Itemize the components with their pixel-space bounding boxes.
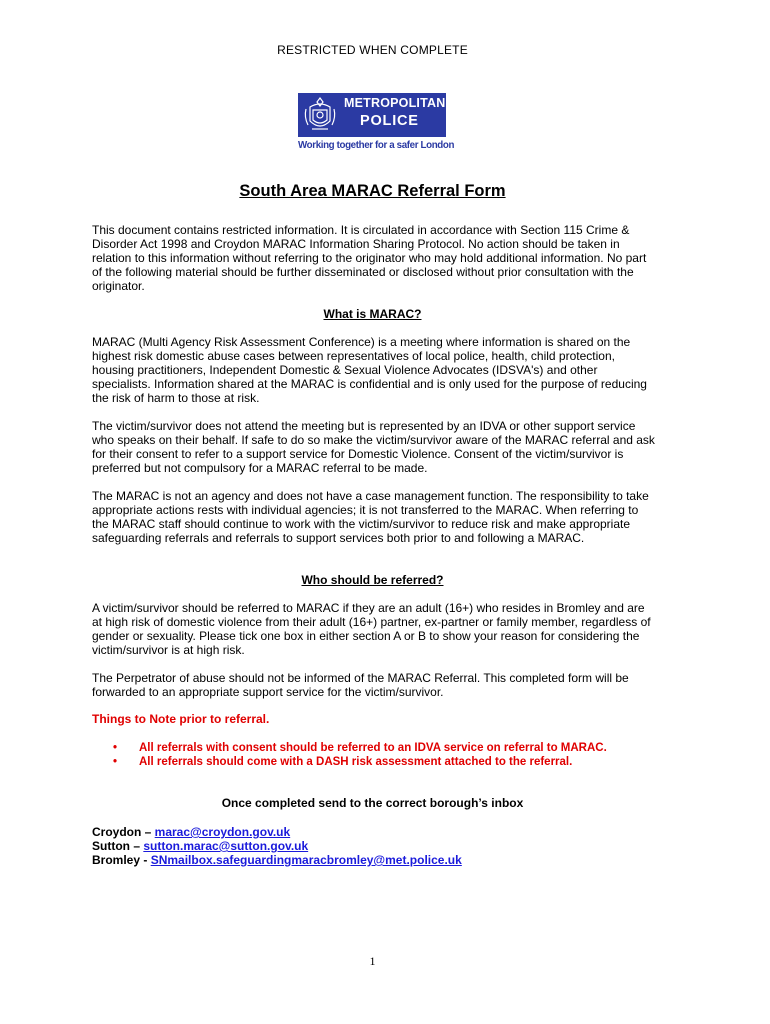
page-title: South Area MARAC Referral Form [239,182,506,200]
note-text: All referrals with consent should be referred to an IDVA service on referral to MARAC. [139,742,607,754]
logo-text-police: POLICE [360,113,419,129]
what-is-paragraph-1: MARAC (Multi Agency Risk Assessment Conference) is a meeting where information is shared on the highest risk domestic abuse cases between representatives of local police, health, child protection, housing practitioners, Independent Domestic & Sexual Violence Advocates (IDSVA's) and other specialists. Information shared at the MARAC is confidential and is only used for the purpose of reducing the risk of harm to those at risk. [92,335,647,405]
list-item [113,755,633,769]
borough-label: Sutton – [92,839,144,853]
what-is-paragraph-2: The victim/survivor does not attend the meeting but is represented by an IDVA or other support service who speaks on their behalf. If safe to do so make the victim/survivor aware of the MARAC referral and ask for their consent to refer to a support service for Domestic Violence. Consent of the victim/survivor is preferred but not compulsory for a MARAC referral to be made. [92,419,655,475]
logo-text-metropolitan: METROPOLITAN [344,96,446,110]
list-item [113,741,633,755]
borough-label: Croydon – [92,825,155,839]
intro-paragraph: This document contains restricted information. It is circulated in accordance with Section 115 Crime & Disorder Act 1998 and Croydon MARAC Information Sharing Protocol. No action should be taken in relation to this information without referring to the originator who may hold additional information. No part of the following material should be further disseminated or disclosed without prior consultation with the originator. [92,223,647,293]
borough-label: Bromley - [92,853,151,867]
contact-croydon [92,825,462,839]
contact-bromley [92,853,462,867]
who-should-be-referred-heading: Who should be referred? [301,573,444,587]
croydon-email-link[interactable]: marac@croydon.gov.uk [154,825,291,839]
bullet-icon: • [113,756,118,768]
what-is-marac-heading: What is MARAC? [323,307,422,321]
logo-banner [298,93,446,137]
crest-icon [302,95,338,135]
classification-header: RESTRICTED WHEN COMPLETE [277,43,468,57]
notes-list [113,741,633,769]
things-to-note-heading: Things to Note prior to referral. [92,712,270,726]
bromley-email-link[interactable]: SNmailbox.safeguardingmaracbromley@met.police.uk [150,853,462,867]
send-instructions-heading: Once completed send to the correct borough’s inbox [221,796,524,810]
contacts-block [92,825,462,867]
who-paragraph-2: The Perpetrator of abuse should not be informed of the MARAC Referral. This completed form will be forwarded to an appropriate support service for the victim/survivor. [92,671,629,699]
bullet-icon: • [113,742,118,754]
who-paragraph-1: A victim/survivor should be referred to MARAC if they are an adult (16+) who resides in Bromley and are at high risk of domestic violence from their adult (16+) partner, ex-partner or family member, regardless of gender or sexuality. Please tick one box in either section A or B to show your reason for considering the victim/survivor is at high risk. [92,601,651,657]
page-number: 1 [369,954,376,968]
sutton-email-link[interactable]: sutton.marac@sutton.gov.uk [143,839,309,853]
note-text: All referrals should come with a DASH risk assessment attached to the referral. [139,756,573,768]
what-is-paragraph-3: The MARAC is not an agency and does not have a case management function. The responsibility to take appropriate actions rests with individual agencies; it is not transferred to the MARAC. When referring to the MARAC staff should continue to work with the victim/survivor to reduce risk and make appropriate safeguarding referrals and referrals to support services both prior to and following a MARAC. [92,489,649,545]
met-police-logo [298,93,455,155]
contact-sutton [92,839,462,853]
logo-tagline: Working together for a safer London [298,139,455,151]
